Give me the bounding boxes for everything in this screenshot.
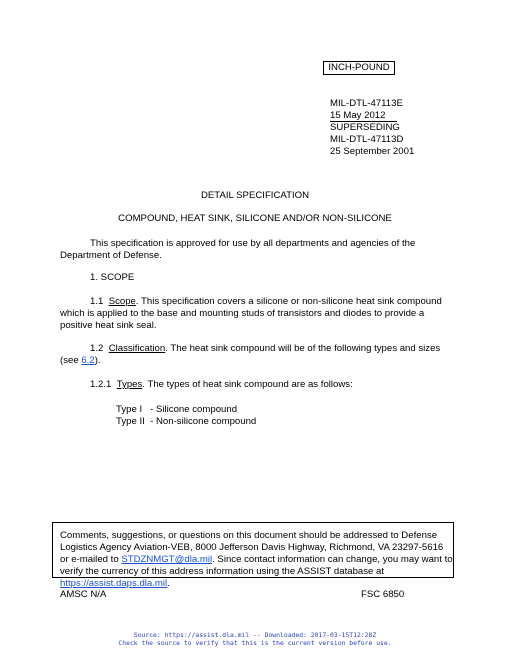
superseding-label: SUPERSEDING [330, 122, 400, 133]
inch-pound-label [323, 61, 395, 75]
email-link[interactable]: STDZNMGT@dla.mil [121, 554, 213, 565]
scope-heading: 1. SCOPE [90, 272, 135, 283]
document-identifier-block [330, 98, 414, 158]
types-paragraph [60, 379, 455, 391]
scope-paragraph [60, 296, 455, 332]
doc-id: MIL-DTL-47113E [330, 98, 403, 109]
section-text: . This specification covers a silicone or non-silicone heat sink compound which is applied to the base and mounting studs of transistors and diodes to provide a positive heat sink seal. [60, 296, 442, 331]
comments-text-2: . Since contact information can change, you may want to verify the currency of this address information using the ASSIST database at [60, 554, 453, 577]
comments-text: Comments, suggestions, or questions on this document should be addressed to Defense Logistics Agency Aviation-VEB, 8000 Jefferson Davis Highway, Richmond, VA 23297-5616 or e-mailed to [60, 530, 444, 565]
footer-verify-line: Check the source to verify that this is the current version before use. [118, 639, 392, 647]
fsc-label: FSC 6850 [361, 589, 405, 600]
inch-pound-text: INCH-POUND [328, 62, 390, 73]
comments-box [52, 522, 454, 589]
download-footer [0, 631, 510, 647]
section-label: Classification [108, 343, 166, 354]
prev-doc-id: MIL-DTL-47113D [330, 134, 404, 145]
spec-title: COMPOUND, HEAT SINK, SILICONE AND/OR NON-SILICONE [118, 213, 392, 224]
section-label: Scope [108, 296, 136, 307]
classification-paragraph [60, 343, 455, 367]
assist-url-link[interactable]: https://assist.daps.dla.mil [60, 578, 168, 589]
amsc-label: AMSC N/A [60, 589, 107, 600]
section-text-end: ). [94, 355, 101, 366]
spec-type-heading: DETAIL SPECIFICATION [200, 190, 310, 201]
footer-source-line: Source: https://assist.dla.mil -- Downloaded: 2017-03-15T12:28Z [133, 631, 377, 639]
section-number: 1.1 [90, 296, 104, 307]
list-item: Type II - Non-silicone compound [116, 416, 257, 427]
section-number: 1.2.1 [90, 379, 112, 390]
approval-paragraph: This specification is approved for use by all departments and agencies of the Department of Defense. [60, 238, 416, 261]
section-6-2-link[interactable]: 6.2 [81, 355, 95, 366]
section-number: 1.2 [90, 343, 104, 354]
section-text: . The types of heat sink compound are as follows: [142, 379, 353, 390]
section-text: . The heat sink compound will be of the following types and sizes (see [60, 343, 441, 366]
types-list [116, 404, 256, 428]
prev-doc-date: 25 September 2001 [330, 146, 415, 157]
list-item: Type I - Silicone compound [116, 404, 238, 415]
doc-date: 15 May 2012 [330, 110, 397, 122]
comments-text-3: . [167, 578, 170, 589]
section-label: Types [116, 379, 143, 390]
